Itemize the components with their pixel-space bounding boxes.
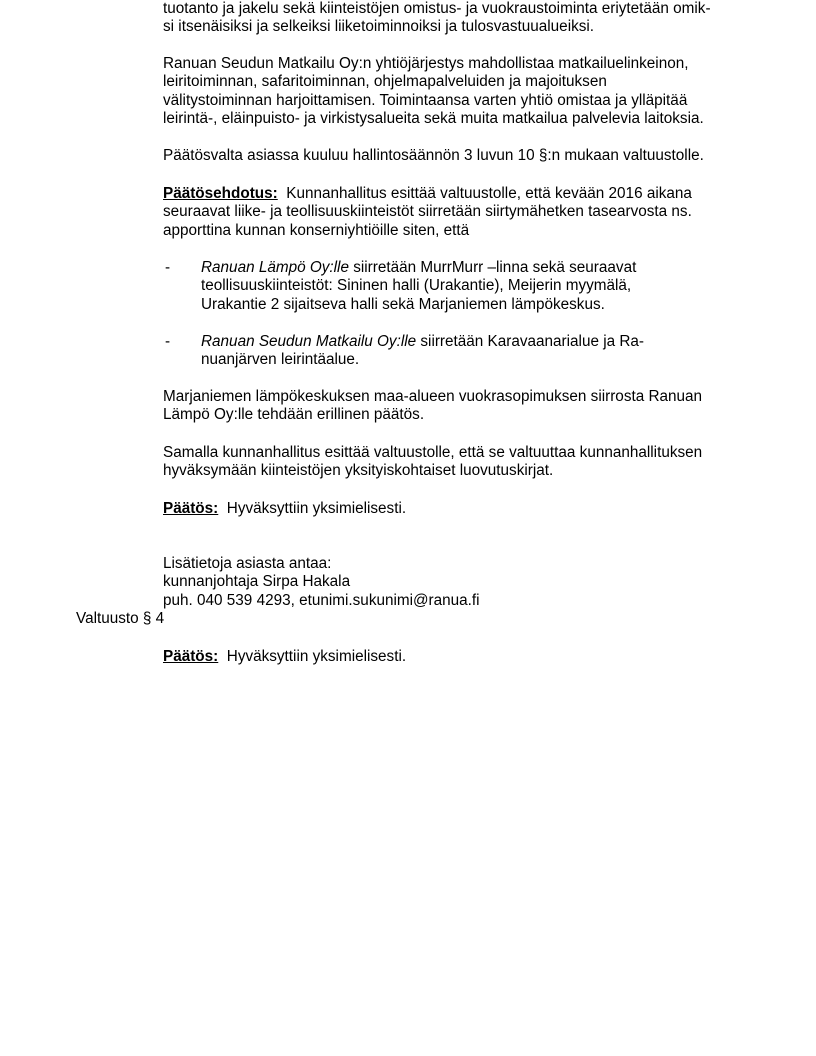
company-name: Ranuan Seudun Matkailu Oy:lle [201, 333, 417, 350]
decision-label: Päätös: [163, 500, 219, 517]
contact-line: kunnanjohtaja Sirpa Hakala [163, 573, 351, 590]
bullet-line: teollisuuskiinteistöt: Sininen halli (Urakantie), Meijerin myymälä, [201, 277, 632, 294]
decision-line [163, 648, 406, 666]
paragraph-line: Samalla kunnanhallitus esittää valtuustolle, että se valtuuttaa kunnanhallituksen [163, 444, 703, 461]
bullet-dash: - [165, 259, 171, 276]
paragraph-line: leirintä-, eläinpuisto- ja virkistysalueita sekä muita matkailua palvelevia laitoksia. [163, 110, 704, 127]
bullet-line: Urakantie 2 sijaitseva halli sekä Marjaniemen lämpökeskus. [201, 296, 605, 313]
paragraph-line: välitystoiminnan harjoittamisen. Toimintaansa varten yhtiö omistaa ja ylläpitää [163, 92, 688, 109]
proposal-label: Päätösehdotus: [163, 185, 278, 202]
company-name: Ranuan Lämpö Oy:lle [201, 259, 349, 276]
paragraph-line: si itsenäisiksi ja selkeiksi liiketoiminnoiksi ja tulosvastuualueiksi. [163, 18, 595, 35]
paragraph-line: Päätösvalta asiassa kuuluu hallintosäännön 3 luvun 10 §:n mukaan valtuustolle. [163, 147, 704, 164]
council-heading: Valtuusto § 4 [76, 610, 165, 627]
contact-line: puh. 040 539 4293, etunimi.sukunimi@ranua.fi [163, 592, 480, 609]
bullet-text: siirretään MurrMurr –linna sekä seuraavat [348, 259, 637, 276]
paragraph-line: hyväksymään kiinteistöjen yksityiskohtaiset luovutuskirjat. [163, 462, 554, 479]
decision-line [163, 500, 406, 518]
paragraph-line: apporttina kunnan konserniyhtiöille siten, että [163, 222, 470, 239]
bullet-dash: - [165, 333, 171, 350]
bullet-line [201, 333, 644, 351]
paragraph-line: Marjaniemen lämpökeskuksen maa-alueen vuokrasopimuksen siirrosta Ranuan [163, 388, 703, 405]
paragraph-line: seuraavat liike- ja teollisuuskiinteistöt siirretään siirtymähetken tasearvosta ns. [163, 203, 692, 220]
proposal-text: Kunnanhallitus esittää valtuustolle, että kevään 2016 aikana [286, 185, 692, 202]
contact-line: Lisätietoja asiasta antaa: [163, 555, 332, 572]
bullet-line: nuanjärven leirintäalue. [201, 351, 360, 368]
bullet-line [201, 259, 636, 277]
decision-text: Hyväksyttiin yksimielisesti. [226, 648, 407, 665]
paragraph-line: Ranuan Seudun Matkailu Oy:n yhtiöjärjestys mahdollistaa matkailuelinkeinon, [163, 55, 689, 72]
proposal-line [163, 185, 692, 203]
paragraph-line: tuotanto ja jakelu sekä kiinteistöjen omistus- ja vuokraustoiminta eriytetään omik- [163, 0, 711, 17]
paragraph-line: leiritoiminnan, safaritoiminnan, ohjelmapalveluiden ja majoituksen [163, 73, 607, 90]
decision-label: Päätös: [163, 648, 219, 665]
bullet-text: siirretään Karavaanarialue ja Ra- [416, 333, 645, 350]
paragraph-line: Lämpö Oy:lle tehdään erillinen päätös. [163, 406, 425, 423]
decision-text: Hyväksyttiin yksimielisesti. [226, 500, 407, 517]
